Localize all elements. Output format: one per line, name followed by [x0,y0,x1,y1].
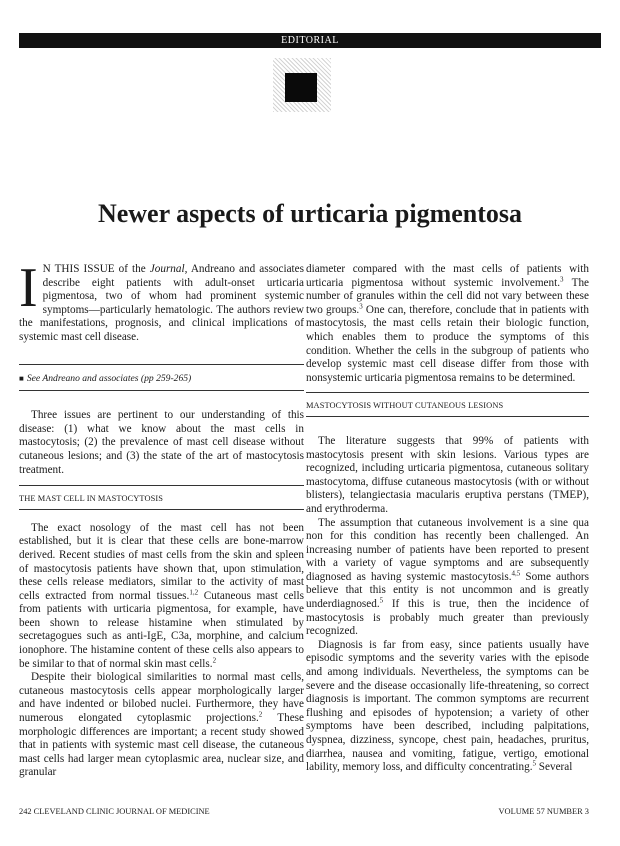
intro-lead: N THIS ISSUE of the [42,263,150,275]
paragraph-text: These morphologic differences are important; a recent study showed that in patients with systemic mast cell disease, the cutaneous mast cells had larger mean cytoplasmic area, nuclear size, and granular [19,712,304,779]
intro-journal: Journal, [149,263,188,275]
section-banner: EDITORIAL [19,33,601,48]
citation: 3 [359,302,363,311]
paragraph-text: Diagnosis is far from easy, since patients usually have episodic symptoms and the severity varies with the episode and among individuals. Nevertheless, the symptoms can be severe and the disease occasionally life-threatening, so correct diagnosis is important. The common symptoms are recurrent flushing and episodes of hypotension; a variety of other symptoms have been described, including palpitations, dyspnea, dizziness, syncope, chest pain, headaches, pruritus, diarrhea, nausea and vomiting, fatigue, vertigo, emotional lability, memory loss, and difficulty concentrating. [306,638,589,774]
article-title: Newer aspects of urticaria pigmentosa [97,199,523,228]
paragraph-text: The number of granules within the cell did not vary between these two groups. [306,276,590,316]
citation: 5 [379,596,384,605]
logo-square [285,73,317,102]
paragraph: Three issues are pertinent to our understanding of this disease: (1) what we know about the mast cells in mastocytosis; (2) the prevalence of mast cell disease without cutaneous lesions; and (3) the state of the art of mastocytosis treatment. [19,409,304,476]
citation: 2 [212,655,217,664]
paragraph [306,263,589,385]
paragraph [19,671,304,780]
section-heading: THE MAST CELL IN MASTOCYTOSIS [19,485,304,510]
paragraph [306,639,589,775]
right-column [306,263,589,775]
intro-paragraph [19,257,304,345]
citation: 5 [532,759,536,768]
see-also-note [19,364,304,392]
footer-volume: VOLUME 57 NUMBER 3 [498,807,589,816]
section-heading: MASTOCYTOSIS WITHOUT CUTANEOUS LESIONS [306,392,589,417]
journal-logo-icon [273,58,331,112]
paragraph-text: The assumption that cutaneous involvement is a sine qua non for this condition has recently been challenged. An increasing number of patients have been reported to present with a variety of vague symptoms and are subsequently diagnosed as having systemic mastocytosis. [306,516,589,583]
paragraph-text: Some authors believe that this entity is not uncommon and is greatly underdiagnosed. [306,570,589,611]
paragraph-text: Several [536,761,573,774]
paragraph [19,522,304,672]
paragraph-text: If this is true, then the incidence of mastocytosis is probably much greater than previously recognized. [306,598,589,638]
citation: 1,2 [189,587,199,596]
paragraph-text: One can, therefore, conclude that in patients with mastocytosis, the mast cells retain their biologic function, which enables them to produce the symptoms of this condition. Whether the cells in the subgroup of patients who develop systemic mast cell disease differ from those with nonsystemic urticaria pigmentosa remains to be determined. [306,303,589,384]
paragraph-text: Cutaneous mast cells from patients with urticaria pigmentosa, for example, have been shown to release histamine when stimulated by secretagogues such as anti-IgE, C3a, morphine, and calcium ionophore. The histamine content of these cells also appears to be similar to that of normal skin mast cells. [19,589,304,670]
citation: 2 [258,710,263,719]
paragraph: The literature suggests that 99% of patients with mastocytosis present with skin lesions. Various types are recognized, including urticaria pigmentosa, cutaneous solitary mastocytoma, diffuse cutaneous mastocytosis (with or without blisters), telangiectasia macularis eruptiva perstans (TMEP), and erythroderma. [306,434,589,515]
left-column [19,257,304,780]
paragraph-text: Despite their biological similarities to normal mast cells, cutaneous mastocytosis cells appear morphologically larger and have indented or bilobed nuclei. Furthermore, they have numerous elongated cytoplasmic projections. [19,671,304,725]
paragraph [306,517,589,639]
citation: 3 [560,274,564,283]
intro-body: Andreano and associates describe eight patients with adult-onset urticaria pigmentosa, two of whom had prominent systemic symptoms—particularly hematologic. The authors review the manifestations, prognosis, and clinical implications of systemic mast cell disease. [19,263,304,343]
see-also-text: See Andreano and associates (pp 259-265) [26,372,192,384]
paragraph-text: The exact nosology of the mast cell has not been established, but it is clear that these cells are bone-marrow derived. Recent studies of mast cells from the skin and spleen of mastocytosis patients have shown that, upon stimulation, these cells release mediators, similar to the activity of mast cells extracted from normal tissues. [19,521,304,602]
dropcap: I [19,257,38,319]
citation: 4,5 [511,569,521,578]
square-bullet-icon: ■ [19,373,24,383]
paragraph-text: diameter compared with the mast cells of patients with urticaria pigmentosa without systemic involvement. [306,263,589,289]
footer-journal: 242 CLEVELAND CLINIC JOURNAL OF MEDICINE [19,807,210,816]
